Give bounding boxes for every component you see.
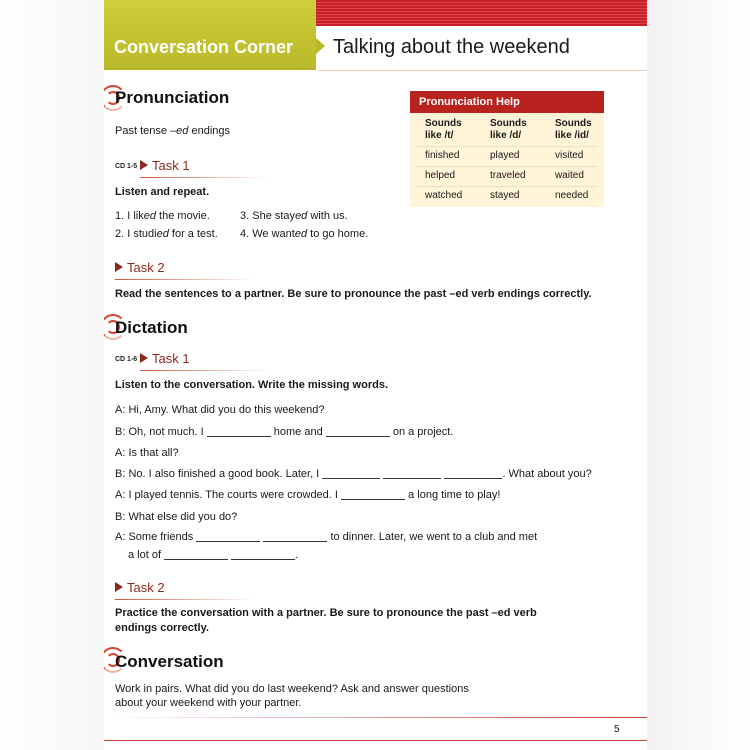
page-margin-right — [647, 0, 750, 750]
answer-blank[interactable] — [326, 426, 390, 437]
help-divider — [416, 146, 598, 147]
help-word: needed — [555, 190, 589, 201]
answer-blank[interactable] — [231, 549, 295, 560]
lesson-title: Talking about the weekend — [333, 36, 570, 58]
help-word: waited — [555, 170, 584, 181]
workbook-page — [104, 0, 647, 750]
task-rule — [115, 279, 255, 280]
dialogue-line: B: What else did you do? — [115, 511, 238, 523]
dialogue-line: A: Is that all? — [115, 447, 179, 459]
help-column: Sounds like /t/ finished helped watched — [425, 118, 463, 201]
pronunciation-task1-instruction: Listen and repeat. — [115, 186, 210, 198]
help-column: Sounds like /id/ visited waited needed — [555, 118, 592, 201]
help-divider — [416, 186, 598, 187]
help-word: visited — [555, 150, 584, 161]
task-rule — [140, 177, 270, 178]
answer-blank[interactable] — [341, 489, 405, 500]
answer-blank[interactable] — [383, 468, 441, 479]
dialogue-line: B: Oh, not much. I home and on a project. — [115, 426, 454, 438]
dictation-heading: Dictation — [115, 318, 188, 337]
dialogue-line: A: Hi, Amy. What did you do this weekend? — [115, 404, 325, 416]
corner-title: Conversation Corner — [114, 37, 294, 57]
pronunciation-heading: Pronunciation — [115, 88, 230, 107]
dialogue-line: A: I played tennis. The courts were crowded. I a long time to play! — [115, 489, 501, 501]
help-word: finished — [425, 150, 460, 161]
help-word: helped — [425, 170, 456, 181]
footer-rule — [104, 717, 647, 718]
dialogue-line: a lot of . — [128, 549, 299, 561]
pronunciation-task1-label: Task 1 — [140, 158, 190, 173]
page-margin-left — [0, 0, 104, 750]
play-arrow-icon — [140, 160, 148, 170]
help-column: Sounds like /d/ played traveled stayed — [490, 118, 527, 201]
pronunciation-task2-label: Task 2 — [115, 260, 165, 275]
dialogue-line: A: Some friends to dinner. Later, we went to a club and met — [115, 531, 538, 543]
answer-blank[interactable] — [164, 549, 228, 560]
dialogue-line: B: No. I also finished a good book. Later, I . What about you? — [115, 468, 592, 480]
dictation-task2-instruction: Practice the conversation with a partner. Be sure to pronounce the past –ed verb — [115, 607, 537, 619]
list-item: 4. We wanted to go home. — [240, 228, 369, 240]
header-rule — [319, 70, 647, 71]
corner-tab-arrow-icon — [316, 38, 325, 54]
pronunciation-help-box — [410, 91, 604, 207]
help-divider — [416, 166, 598, 167]
play-arrow-icon — [140, 353, 148, 363]
answer-blank[interactable] — [322, 468, 380, 479]
answer-blank[interactable] — [207, 426, 271, 437]
answer-blank[interactable] — [444, 468, 502, 479]
conversation-corner-tab — [104, 0, 316, 70]
dictation-task1-label: Task 1 — [140, 351, 190, 366]
conversation-instruction: Work in pairs. What did you do last weekend? Ask and answer questions — [115, 683, 469, 695]
cd-track-label: CD 1-6 — [115, 356, 138, 363]
conversation-heading: Conversation — [115, 652, 224, 671]
list-item: 1. I liked the movie. — [115, 210, 210, 222]
task-rule — [140, 370, 270, 371]
pronunciation-task2-instruction: Read the sentences to a partner. Be sure to pronounce the past –ed verb endings correctly. — [115, 288, 592, 300]
answer-blank[interactable] — [263, 531, 327, 542]
help-word: watched — [425, 190, 463, 201]
pronunciation-help-title: Pronunciation Help — [410, 91, 604, 113]
cd-track-label: CD 1-5 — [115, 163, 138, 170]
dictation-task2-instruction: endings correctly. — [115, 622, 209, 634]
help-word: played — [490, 150, 520, 161]
task-rule — [115, 599, 255, 600]
play-arrow-icon — [115, 262, 123, 272]
page-number: 5 — [614, 724, 620, 735]
list-item: 3. She stayed with us. — [240, 210, 348, 222]
help-word: traveled — [490, 170, 526, 181]
footer-rule-bottom — [104, 740, 647, 741]
dictation-task1-instruction: Listen to the conversation. Write the missing words. — [115, 379, 389, 391]
help-word: stayed — [490, 190, 520, 201]
pronunciation-subheading: Past tense –ed endings — [115, 125, 230, 137]
dictation-task2-label: Task 2 — [115, 580, 165, 595]
header-red-bar — [316, 0, 647, 26]
list-item: 2. I studied for a test. — [115, 228, 218, 240]
conversation-instruction: about your weekend with your partner. — [115, 697, 302, 709]
answer-blank[interactable] — [196, 531, 260, 542]
play-arrow-icon — [115, 582, 123, 592]
